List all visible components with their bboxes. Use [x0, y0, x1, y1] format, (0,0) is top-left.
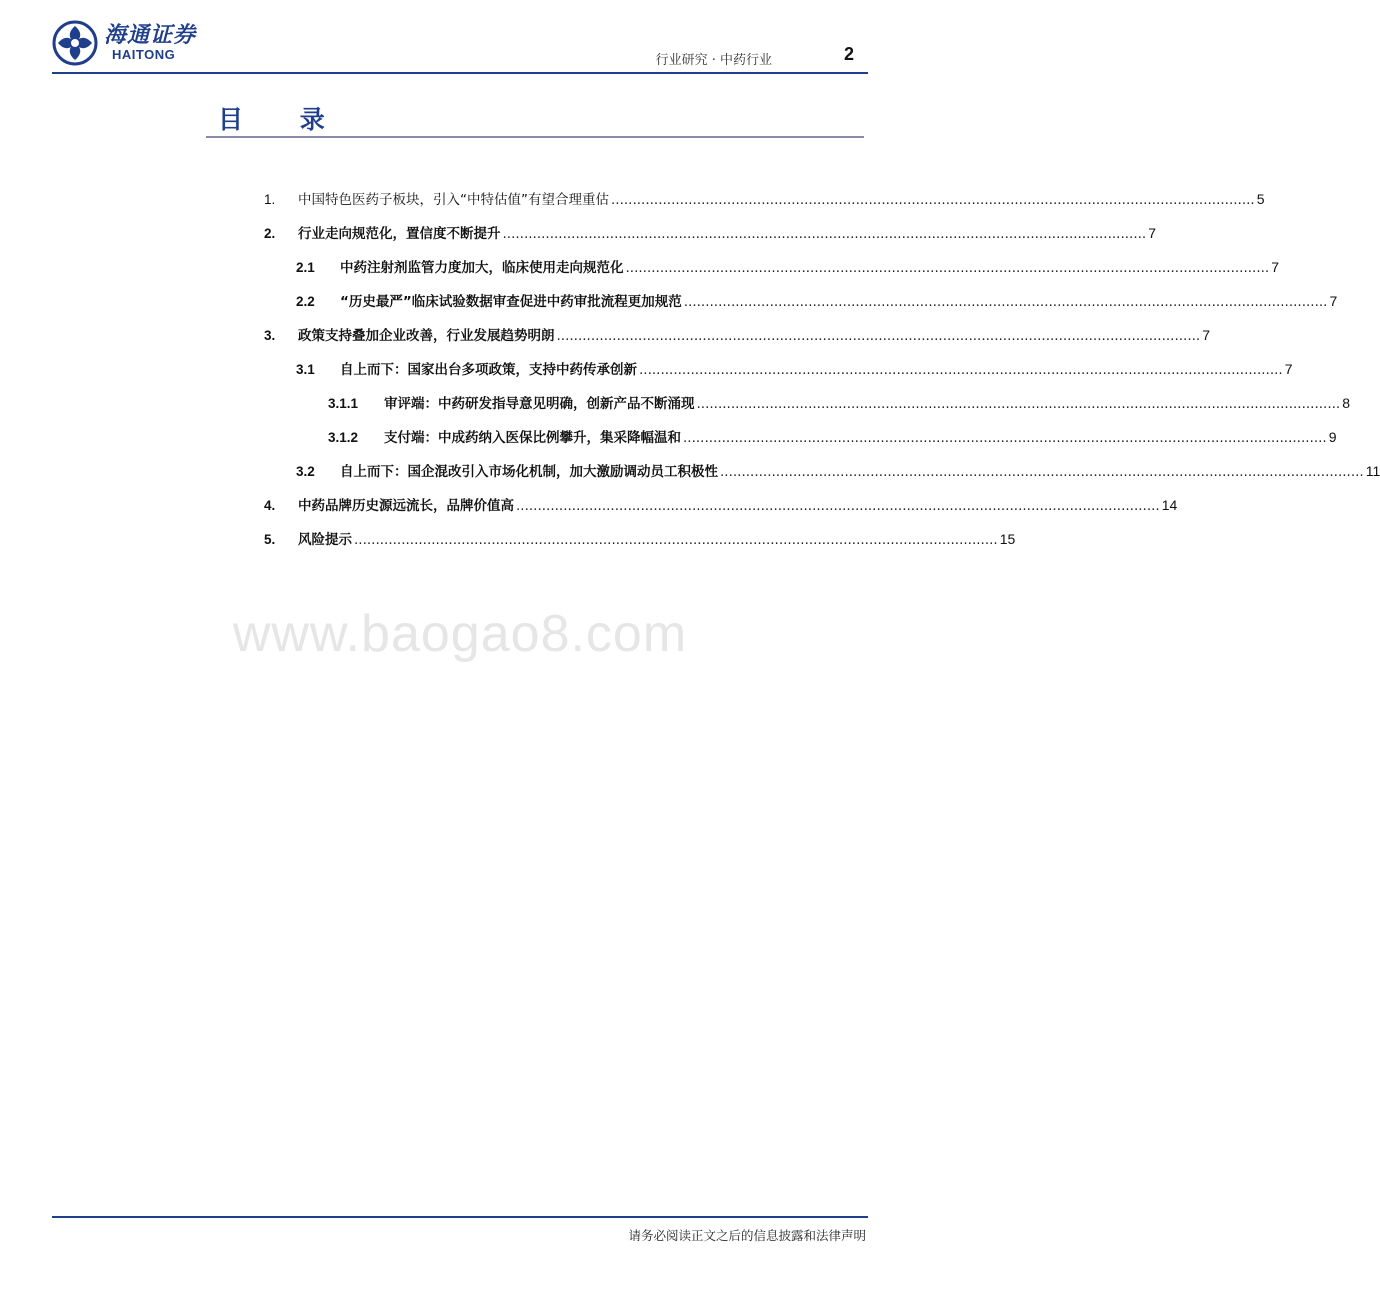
toc-entry-3-1-2[interactable] — [328, 428, 1337, 447]
report-category: 行业研究 · 中药行业 — [655, 53, 772, 68]
toc-leader-dots: ...................................................................................................................................................... — [639, 362, 1283, 378]
toc-entry-2[interactable] — [264, 224, 1156, 243]
toc-leader-dots: ...................................................................................................................................................... — [354, 532, 998, 548]
toc-entry-text: 风险提示 — [298, 532, 352, 548]
toc-entry-2-2[interactable] — [296, 292, 1338, 311]
toc-leader-dots: ...................................................................................................................................................... — [625, 260, 1270, 276]
toc-title: 目 录 — [218, 105, 349, 134]
toc-entry-text: 审评端：中药研发指导意见明确，创新产品不断涌现 — [384, 396, 695, 412]
toc-entry-number: 2. — [264, 226, 276, 241]
header-divider — [52, 72, 868, 74]
toc-entry-page: 7 — [1202, 327, 1210, 343]
toc-entry-number: 3.2 — [296, 464, 315, 479]
toc-entry-5[interactable] — [264, 530, 1016, 549]
toc-entry-page: 7 — [1271, 259, 1279, 275]
toc-entry-number: 2.2 — [296, 294, 315, 309]
footer-divider — [52, 1216, 868, 1218]
toc-entry-3-2[interactable] — [296, 462, 1380, 481]
toc-entry-number: 3.1.1 — [328, 396, 359, 411]
toc-leader-dots: ...................................................................................................................................................... — [516, 498, 1160, 514]
toc-leader-dots: ...................................................................................................................................................... — [502, 226, 1147, 242]
toc-entry-page: 14 — [1161, 497, 1178, 513]
toc-entry-text: “历史最严”临床试验数据审查促进中药审批流程更加规范 — [340, 294, 682, 310]
toc-entry-page: 15 — [999, 531, 1016, 547]
toc-entry-text: 政策支持叠加企业改善，行业发展趋势明朗 — [298, 328, 555, 344]
toc-entry-number: 5. — [264, 532, 276, 547]
toc-entry-page: 11 — [1365, 463, 1380, 479]
toc-leader-dots: ...................................................................................................................................................... — [556, 328, 1201, 344]
toc-entry-3-1-1[interactable] — [328, 394, 1350, 413]
toc-entry-page: 7 — [1284, 361, 1293, 377]
haitong-logo-icon — [52, 20, 98, 66]
toc-entry-3-1[interactable] — [296, 360, 1293, 379]
toc-entry-2-1[interactable] — [296, 258, 1279, 277]
toc-leader-dots: ...................................................................................................................................................... — [683, 294, 1328, 310]
toc-leader-dots: ...................................................................................................................................................... — [720, 464, 1364, 480]
toc-entry-page: 5 — [1256, 191, 1265, 207]
toc-entry-text: 中药注射剂监管力度加大，临床使用走向规范化 — [340, 260, 624, 276]
logo-english-name: HAITONG — [112, 47, 176, 62]
toc-entry-text: 支付端：中成药纳入医保比例攀升，集采降幅温和 — [384, 430, 681, 446]
toc-leader-dots: ...................................................................................................................................................... — [696, 396, 1341, 412]
logo-chinese-name: 海通证券 — [104, 22, 197, 48]
toc-entry-text: 自上而下：国企混改引入市场化机制，加大激励调动员工积极性 — [340, 464, 718, 480]
toc-entry-number: 3.1.2 — [328, 430, 359, 445]
toc-entry-page: 7 — [1329, 293, 1338, 309]
toc-entry-4[interactable] — [264, 496, 1178, 515]
toc-leader-dots: ...................................................................................................................................................... — [611, 192, 1255, 208]
toc-entry-text: 中药品牌历史源远流长，品牌价值高 — [298, 498, 514, 514]
toc-leader-dots: ...................................................................................................................................................... — [683, 430, 1327, 446]
watermark-text: www.baogao8.com — [232, 605, 688, 663]
toc-entry-text: 中国特色医药子板块，引入“中特估值”有望合理重估 — [298, 192, 609, 208]
toc-entry-page: 7 — [1148, 225, 1156, 241]
toc-entry-number: 2.1 — [296, 260, 315, 275]
page-number: 2 — [843, 44, 854, 64]
toc-entry-text: 行业走向规范化，置信度不断提升 — [298, 226, 501, 242]
haitong-logo — [52, 20, 196, 66]
toc-entry-number: 3.1 — [296, 362, 315, 377]
toc-title-divider — [206, 136, 864, 138]
toc-entry-number: 3. — [264, 328, 276, 343]
toc-entry-3[interactable] — [264, 326, 1210, 345]
toc-entry-page: 9 — [1328, 429, 1337, 445]
toc-entry-number: 1. — [264, 192, 276, 207]
footer-disclaimer: 请务必阅读正文之后的信息披露和法律声明 — [628, 1228, 866, 1243]
toc-entry-page: 8 — [1342, 395, 1350, 411]
toc-entry-text: 自上而下：国家出台多项政策，支持中药传承创新 — [340, 362, 637, 378]
toc-entry-number: 4. — [264, 498, 276, 513]
toc-entry-1[interactable] — [264, 190, 1265, 209]
